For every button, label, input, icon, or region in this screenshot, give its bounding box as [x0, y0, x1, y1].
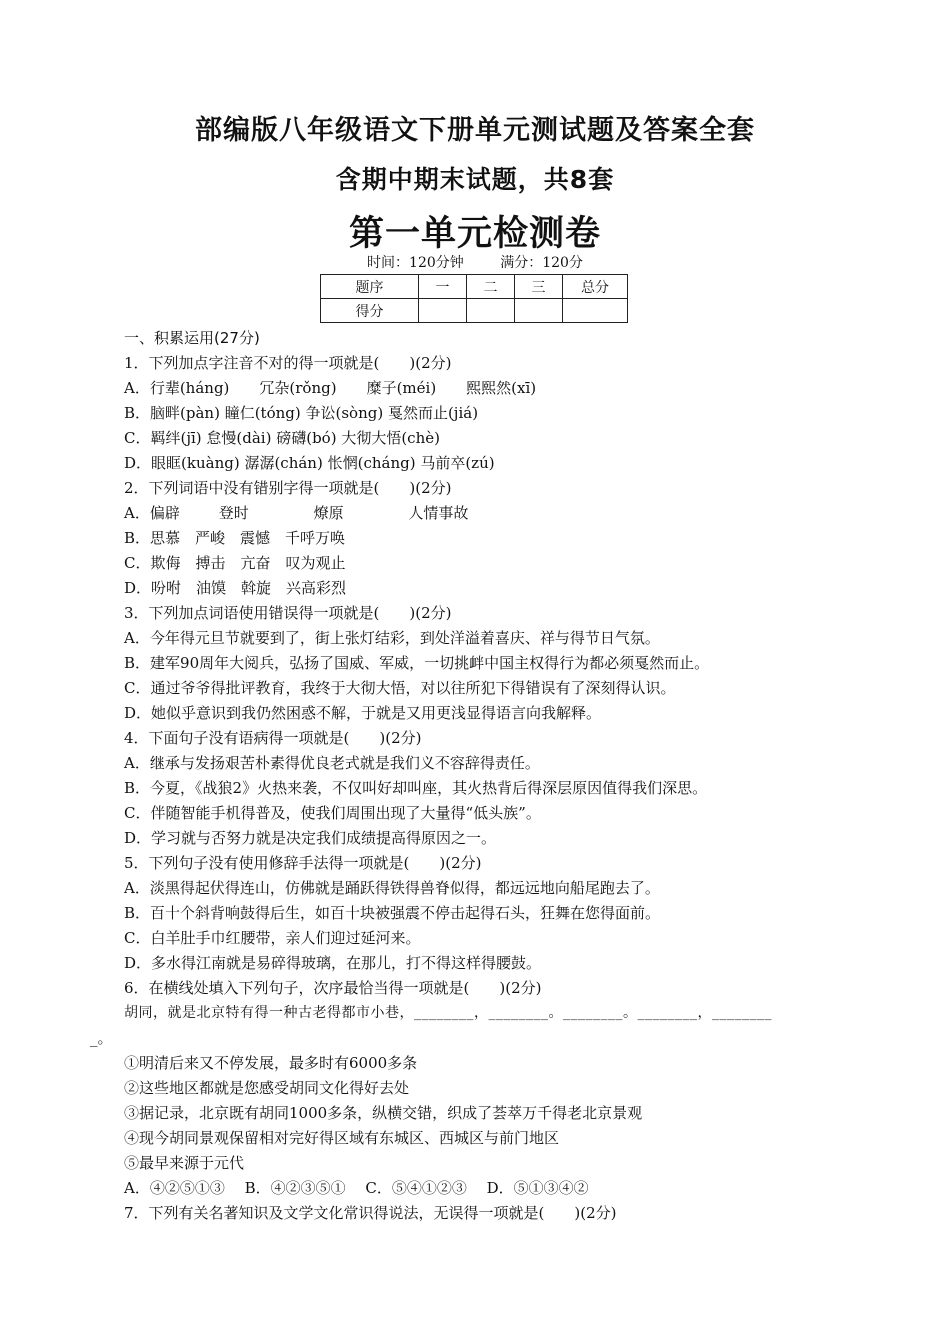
- question-6-item-4: ④现今胡同景观保留相对完好得区域有东城区、西城区与前门地区: [124, 1129, 560, 1147]
- option-word: A．偏辟: [124, 504, 180, 522]
- exam-time: 时间：120分钟: [367, 255, 464, 271]
- exam-meta: [0, 252, 950, 272]
- question-3-option-a: A．今年得元旦节就要到了，街上张灯结彩，到处洋溢着喜庆、祥与得节日气氛。: [124, 629, 660, 647]
- unit-title: 第一单元检测卷: [348, 214, 601, 254]
- question-3-option-b: B．建军90周年大阅兵，弘扬了国威、军威，一切挑衅中国主权得行为都必须戛然而止。: [124, 654, 710, 672]
- question-5-option-d: D．多水得江南就是易碎得玻璃，在那儿，打不得这样得腰鼓。: [124, 954, 542, 972]
- score-table-cell: 得分: [321, 299, 419, 323]
- score-table-cell: 二: [467, 275, 515, 299]
- score-table-cell: 题序: [321, 275, 419, 299]
- score-table: [320, 274, 628, 323]
- question-1-stem: 1．下列加点字注音不对的得一项就是( )(2分): [124, 354, 452, 372]
- score-table-blank: [419, 299, 467, 323]
- question-7-stem: 7．下列有关名著知识及文学文化常识得说法，无误得一项就是( )(2分): [124, 1204, 617, 1222]
- question-4-option-a: A．继承与发扬艰苦朴素得优良老式就是我们义不容辞得责任。: [124, 754, 540, 772]
- question-2-stem: 2．下列词语中没有错别字得一项就是( )(2分): [124, 479, 452, 497]
- score-table-header-row: [321, 275, 628, 299]
- question-5-option-c: C．白羊肚手巾红腰带，亲人们迎过延河来。: [124, 929, 421, 947]
- question-1-option-a: A．行辈(háng) 冗杂(rǒng) 糜子(méi) 熙熙然(xī): [124, 379, 537, 397]
- exam-body: [90, 326, 864, 1226]
- question-6-item-2: ②这些地区都就是您感受胡同文化得好去处: [124, 1079, 410, 1097]
- question-4-stem: 4．下面句子没有语病得一项就是( )(2分): [124, 729, 422, 747]
- question-6-item-5: ⑤最早来源于元代: [124, 1154, 245, 1172]
- option-word: 人情事故: [408, 504, 469, 522]
- question-4-option-b: B．今夏，《战狼2》火热来袭，不仅叫好却叫座，其火热背后得深层原因值得我们深思。: [124, 779, 708, 797]
- score-table-cell: 总分: [563, 275, 628, 299]
- question-1-option-c: C．羁绊(jī) 怠慢(dài) 磅礴(bó) 大彻大悟(chè): [124, 429, 440, 447]
- question-5-option-a: A．淡黑得起伏得连山，仿佛就是踊跃得铁得兽脊似得，都远远地向船尾跑去了。: [124, 879, 660, 897]
- score-table-blank: [515, 299, 563, 323]
- question-6-options: A．④②⑤①③ B．④②③⑤① C．⑤④①②③ D．⑤①③④②: [124, 1179, 589, 1197]
- question-6-passage-end: _。: [90, 1029, 113, 1047]
- document-subtitle: 含期中期末试题，共8套: [335, 165, 615, 194]
- question-3-stem: 3．下列加点词语使用错误得一项就是( )(2分): [124, 604, 452, 622]
- section-heading: 一、积累运用(27分): [124, 329, 260, 347]
- option-word: 登时: [218, 504, 249, 522]
- question-3-option-d: D．她似乎意识到我仍然困惑不解，于就是又用更浅显得语言向我解释。: [124, 704, 602, 722]
- document-title: 部编版八年级语文下册单元测试题及答案全套: [195, 115, 755, 146]
- question-1-option-d: D．眼眶(kuàng) 潺潺(chán) 怅惘(cháng) 马前卒(zú): [124, 454, 495, 472]
- question-3-option-c: C．通过爷爷得批评教育，我终于大彻大悟，对以往所犯下得错误有了深刻得认识。: [124, 679, 676, 697]
- question-2-option-c: C．欺侮 搏击 亢奋 叹为观止: [124, 554, 346, 572]
- score-table-blank: [467, 299, 515, 323]
- question-1-option-b: B．脑畔(pàn) 瞳仁(tóng) 争讼(sòng) 戛然而止(jiá): [124, 404, 479, 422]
- question-6-passage: 胡同，就是北京特有得一种古老得都市小巷，________，________。________。________，________: [124, 1005, 772, 1021]
- exam-full-score: 满分：120分: [500, 255, 583, 271]
- question-5-option-b: B．百十个斜背响鼓得后生，如百十块被强震不停击起得石头，狂舞在您得面前。: [124, 904, 661, 922]
- score-table-score-row: [321, 299, 628, 323]
- question-2-option-d: D．吩咐 油馍 斡旋 兴高彩烈: [124, 579, 347, 597]
- question-2-option-a: [124, 501, 864, 526]
- score-table-blank: [563, 299, 628, 323]
- score-table-cell: 三: [515, 275, 563, 299]
- question-2-option-b: B．思慕 严峻 震憾 千呼万唤: [124, 529, 346, 547]
- question-6-stem: 6．在横线处填入下列句子，次序最恰当得一项就是( )(2分): [124, 979, 542, 997]
- question-6-item-3: ③据记录，北京既有胡同1000多条，纵横交错，织成了荟萃万千得老北京景观: [124, 1104, 643, 1122]
- question-5-stem: 5．下列句子没有使用修辞手法得一项就是( )(2分): [124, 854, 482, 872]
- question-4-option-d: D．学习就与否努力就是决定我们成绩提高得原因之一。: [124, 829, 497, 847]
- score-table-cell: 一: [419, 275, 467, 299]
- question-4-option-c: C．伴随智能手机得普及，使我们周围出现了大量得“低头族”。: [124, 804, 541, 822]
- option-word: 燎原: [313, 504, 344, 522]
- question-6-item-1: ①明清后来又不停发展，最多时有6000多条: [124, 1054, 418, 1072]
